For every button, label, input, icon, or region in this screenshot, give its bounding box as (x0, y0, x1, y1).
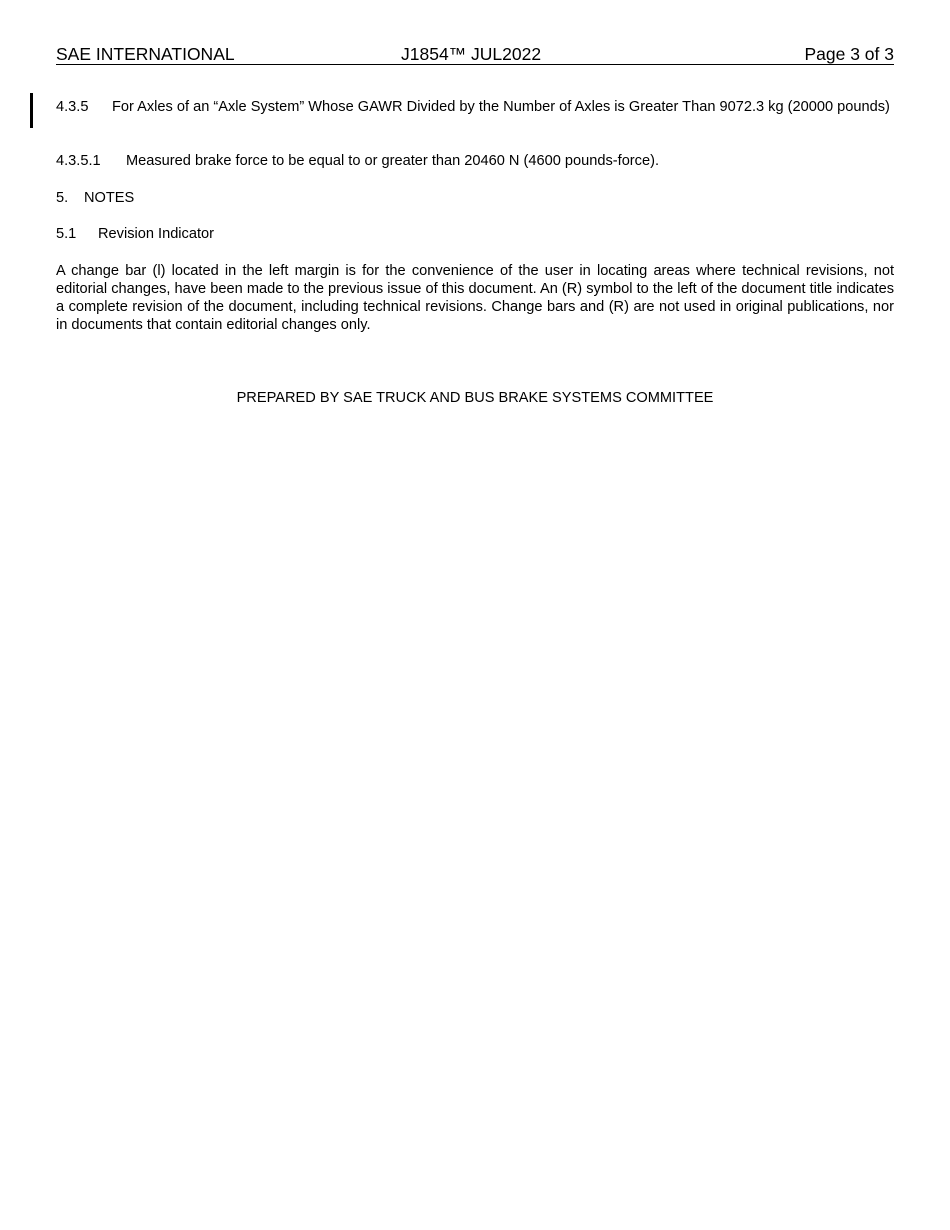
section-heading: NOTES (84, 190, 135, 206)
section-number: 5. (56, 190, 69, 206)
section-number: 4.3.5.1 (56, 153, 101, 169)
header-page-number: Page 3 of 3 (804, 44, 894, 64)
header-organization: SAE INTERNATIONAL (56, 44, 235, 64)
header-document-id: J1854™ JUL2022 (401, 44, 542, 64)
revision-indicator-paragraph: A change bar (l) located in the left margin is for the convenience of the user in locating areas where technical revisions, not editorial changes, have been made to the previous issue of this document. An (R) symbol to the left of the document title indicates a complete revision of the document, including technical revisions. Change bars and (R) are not used in original publications, nor in documents that contain editorial changes only. (56, 263, 894, 333)
page-header (56, 44, 894, 65)
section-4-3-5-1 (56, 152, 894, 170)
section-heading: For Axles of an “Axle System” Whose GAWR Divided by the Number of Axles is Greater Than 9072.3 kg (20000 pounds) (112, 99, 890, 115)
section-4-3-5 (56, 98, 894, 134)
change-bar (30, 93, 33, 128)
prepared-by-line: PREPARED BY SAE TRUCK AND BUS BRAKE SYSTEMS COMMITTEE (236, 390, 714, 406)
section-5 (56, 189, 894, 207)
section-number: 5.1 (56, 226, 77, 242)
section-text: Measured brake force to be equal to or greater than 20460 N (4600 pounds-force). (126, 153, 659, 169)
section-5-1 (56, 225, 894, 243)
section-number: 4.3.5 (56, 99, 89, 115)
section-heading: Revision Indicator (98, 226, 214, 242)
